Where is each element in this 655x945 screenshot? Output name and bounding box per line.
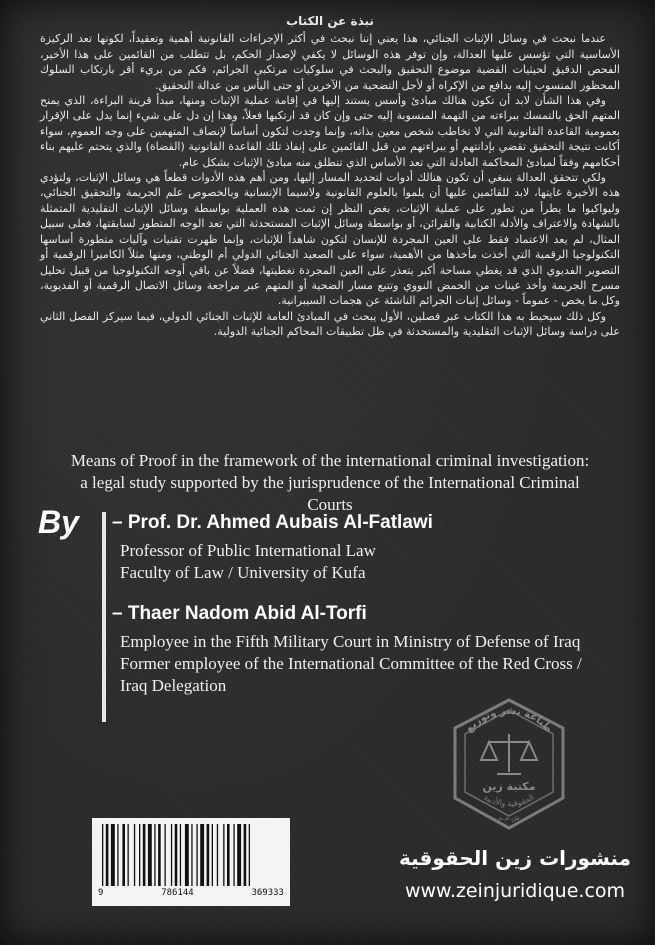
- barcode-bar: [158, 824, 161, 886]
- author-block-1: [112, 512, 600, 584]
- svg-text:طباعة نشر وتوزيع: طباعة نشر وتوزيع: [463, 705, 555, 735]
- barcode-bar: [122, 824, 125, 886]
- svg-text:الحقوقية والأدبية: الحقوقية والأدبية: [482, 792, 536, 809]
- barcode-bar: [180, 824, 181, 886]
- author-block-2: [112, 603, 600, 697]
- barcode-bar: [223, 824, 224, 886]
- synopsis-paragraph: وكل ذلك سيحيط به هذا الكتاب عبر فصلين، الأول يبحث في المبادئ العامة للإثبات الجنائي الدولي، فيما سيركز الفصل الثاني على دراسة وسائل الإثبات التقليدية والمستحدثة في ظل تطبيقات المحاكم الجنائية الدولية.: [40, 309, 620, 339]
- barcode-bar: [171, 824, 172, 886]
- barcode-digits: [98, 888, 284, 898]
- barcode-bar: [143, 824, 146, 886]
- barcode-bar: [185, 824, 189, 886]
- barcode-bar: [191, 824, 192, 886]
- synopsis-title: نبذة عن الكتاب: [286, 14, 374, 28]
- barcode-bar: [102, 824, 103, 886]
- author-name: – Thaer Nadom Abid Al-Torfi: [112, 603, 367, 624]
- synopsis-paragraph: وفي هذا الشأن لابد أن تكون هنالك مبادئ وأسس يستند إليها في إقامة عملية الإثبات ومنها، مبدأ قرينة البراءة، الذي يمنح المتهم الحق بالتمسك ببراءته من التهمة المنسوبة إليه حتى وإن كان قد ارتكبها فعلاً، وهذا إن دل على شيء إنما يدل على الإقرار بعمومية القاعدة القانونية التي لا تخاطب شخص معين بذاته، وإنما وجدت لتكون أساساً لإنصاف المتهمين على وجه العموم، سواء أكانت نتيجة التحقيق تقضي بإدانتهم أو ببراءتهم من قبل القائمين على إنفاذ تلك القاعدة القانونية (القضاة) والذي يتحتم عليهم بناء أحكامهم وفقاً لمبادئ المحاكمة العادلة التي تعد الأساس الذي تنطلق منه مبادئ الإثبات بشكل عام.: [40, 94, 620, 169]
- barcode-icon: [102, 824, 280, 886]
- barcode-bar: [233, 824, 234, 886]
- barcode-bar: [200, 824, 204, 886]
- barcode-bar: [237, 824, 241, 886]
- synopsis-paragraph: عندما نبحث في وسائل الإثبات الجنائي، هذا يعني إننا نبحث في أكثر الإجراءات القانونية أهمية وتعقيداً، لكونها تعد الركيزة الأساسية التي تؤسس عليها العدالة، وإن توفر هذه الوسائل لا يكفي لإصدار الحكم، بل تتطلب من القائمين على هذا الأخير، الفحص الدقيق لحيثيات القضية موضوع التحقيق والبحث في سلوكيات مرتكبي الجرائم، فكم من بريء أقر بارتكاب السلوك المحظور المنسوب إليه بدافع من الإكراه أو لأجل التضحية من الآخرين أو حتى اليأس من عدالة التحقيق.: [40, 32, 620, 92]
- barcode-digit-group: 369333: [251, 888, 284, 898]
- barcode-bar: [134, 824, 135, 886]
- barcode-bar: [117, 824, 118, 886]
- barcode-digit-group: 786144: [161, 888, 194, 898]
- author-affiliation: Professor of Public International Law: [120, 541, 376, 560]
- barcode-bar: [217, 824, 218, 886]
- isbn-barcode: [92, 818, 290, 906]
- barcode-bar: [148, 824, 152, 886]
- synopsis-paragraph: ولكي تتحقق العدالة ينبغي أن تكون هنالك أدوات لتحديد المسار إليها، ومن أهم هذه الأدوات قطعاً هي وسائل الإثبات، ولتؤدي هذه الأخيرة غايتها، لابد للقائمين عليها أن يلموا بالعلوم القانونية ولاسيما الإنسانية وبالخصوص علم الجريمة والتحقيق الجنائي، وليواكبوا ما يطرأ من تطور على عملية الإثبات، بغض النظر إن تمت هذه العملية بواسطة وسائل الإثبات التقليدية المتمثلة بالشهادة والاعتراف والأدلة الكتابية والقرائن، أو بواسطة وسائل الإثبات المستحدثة التي تعد الوجه المتطور لسابقتها، فعلى سبيل المثال، لم يعد الاعتماد فقط على العين المجردة للإنسان لتكون شاهداً للإثبات، وإنما ظهرت تقنيات وآليات متطورة أساسها التكنولوجيا الرقمية التي أخذت مأخذها من الأهمية، سواء على الصعيد الجنائي الدولي أم الوطني، ومنها مثلاً الكاميرا الرقمية أو التصوير الفديوي الذي قد يغطي مساحة أكبر يتعذر على العين المجردة تغطيتها، فضلاً عن باقي أوجه التكنولوجيا من قبيل تحليل مسرح الجريمة وأخذ عينات من الحمض النووي وتتبع مسار الضحية أو المتهم عبر مراجعة وسائل الاتصال الرقمية أو الفديوية، وكل ما يخص - عموماً - وسائل إثبات الجرائم الناشئة عن هجمات السيبرانية.: [40, 171, 620, 308]
- arabic-synopsis: [40, 8, 620, 340]
- barcode-bar: [106, 824, 109, 886]
- barcode-bar: [227, 824, 230, 886]
- barcode-bar: [196, 824, 197, 886]
- svg-text:ش.م.م: ش.م.م: [498, 814, 520, 822]
- author-divider-bar: [102, 512, 106, 722]
- barcode-bar: [249, 824, 250, 886]
- barcode-bar: [207, 824, 210, 886]
- barcode-bar: [154, 824, 155, 886]
- barcode-bar: [175, 824, 178, 886]
- publisher-website: www.zeinjuridique.com: [404, 880, 626, 902]
- barcode-bar: [165, 824, 166, 886]
- barcode-bar: [111, 824, 115, 886]
- author-affiliation: Employee in the Fifth Military Court in Ministry of Defense of Iraq: [120, 632, 581, 651]
- publisher-name-arabic: منشورات زين الحقوقية: [399, 846, 631, 870]
- publisher-seal-icon: [445, 694, 573, 834]
- barcode-bar: [139, 824, 140, 886]
- by-label: By: [38, 504, 79, 540]
- barcode-bar: [212, 824, 213, 886]
- english-book-title: Means of Proof in the framework of the international criminal investigation: a legal study supported by the jurisprudence of the International Criminal Courts: [70, 451, 590, 514]
- svg-text:مكتبة زين: مكتبة زين: [482, 780, 536, 793]
- author-affiliation: Faculty of Law / University of Kufa: [120, 563, 366, 582]
- barcode-digit-group: 9: [98, 888, 104, 898]
- author-name: – Prof. Dr. Ahmed Aubais Al-Fatlawi: [112, 512, 433, 533]
- author-affiliation: Former employee of the International Committee of the Red Cross / Iraq Delegation: [120, 654, 582, 695]
- barcode-bar: [244, 824, 247, 886]
- barcode-bar: [128, 824, 129, 886]
